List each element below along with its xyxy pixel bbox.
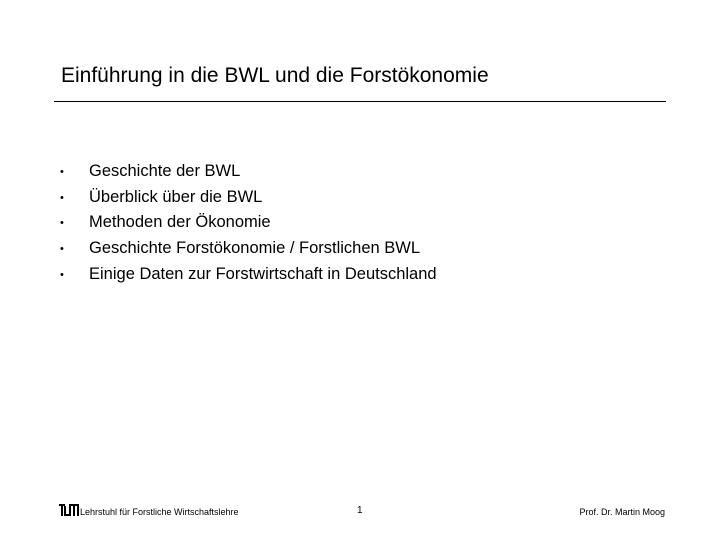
list-item <box>0 211 600 237</box>
bullet-text: Einige Daten zur Forstwirtschaft in Deutschland <box>89 265 437 283</box>
bullet-marker: • <box>60 192 64 204</box>
footer-chair-name: Lehrstuhl für Forstliche Wirtschaftslehre <box>80 507 239 517</box>
page-number: 1 <box>357 505 363 516</box>
footer-author: Prof. Dr. Martin Moog <box>579 507 665 517</box>
bullet-marker: • <box>60 269 64 281</box>
list-item <box>0 186 600 212</box>
bullet-text: Geschichte der BWL <box>89 162 241 180</box>
list-item <box>0 160 600 186</box>
bullet-text: Überblick über die BWL <box>89 188 263 206</box>
bullet-marker: • <box>60 243 64 255</box>
list-item <box>0 237 600 263</box>
bullet-marker: • <box>60 217 64 229</box>
bullet-marker: • <box>60 166 64 178</box>
slide-title: Einführung in die BWL und die Forstökonomie <box>61 64 489 87</box>
tum-logo-icon <box>59 504 79 516</box>
list-item <box>0 263 600 289</box>
bullet-text: Methoden der Ökonomie <box>89 213 271 231</box>
bullet-text: Geschichte Forstökonomie / Forstlichen BWL <box>89 239 421 257</box>
title-divider <box>54 101 666 102</box>
